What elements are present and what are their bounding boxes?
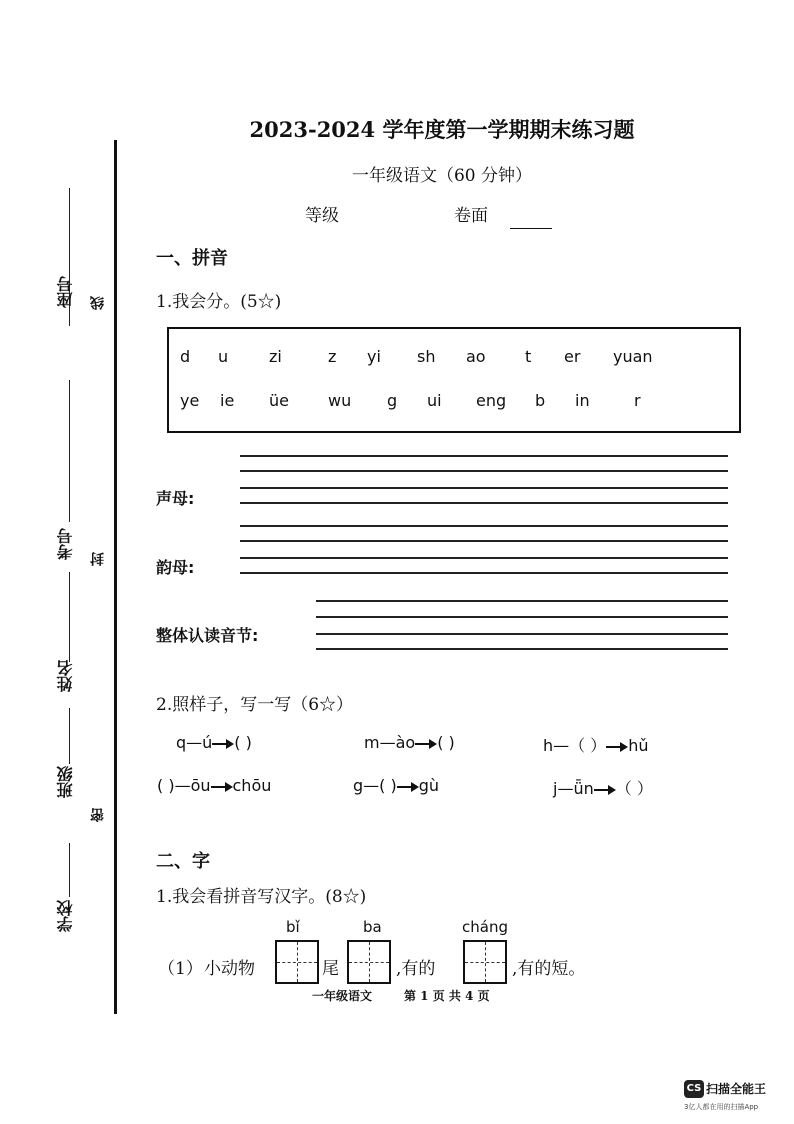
pinyin-item: eng	[476, 391, 507, 410]
pinyin-item: ao	[466, 347, 486, 366]
arrow-icon	[594, 785, 616, 795]
tianzige-box[interactable]	[275, 940, 319, 984]
example-right[interactable]: ( )	[234, 733, 252, 752]
finals-writing-line[interactable]	[240, 557, 728, 559]
arrow-icon	[397, 782, 419, 792]
arrow-icon	[212, 739, 234, 749]
page-title: 2023-2024 学年度第一学期期末练习题	[249, 117, 635, 142]
whole-syllable-writing-line[interactable]	[316, 616, 728, 618]
pinyin-item: r	[634, 391, 641, 410]
pinyin-item: üe	[269, 391, 289, 410]
example-right: gù	[418, 776, 440, 795]
example-left[interactable]: h—（ ）	[543, 736, 607, 755]
finals-writing-line[interactable]	[240, 540, 728, 542]
class-line	[69, 708, 70, 764]
seal-feng-mark: 封	[90, 552, 106, 566]
tianzige-box[interactable]	[347, 940, 391, 984]
s2-item-number: （1）	[158, 959, 203, 979]
name-label: 姓名	[56, 660, 75, 692]
seal-mi-mark: 密	[90, 808, 106, 822]
pinyin-hint: cháng	[462, 918, 508, 936]
example-right[interactable]: ( )	[437, 733, 455, 752]
example-item	[353, 776, 439, 795]
tianzige-box[interactable]	[463, 940, 507, 984]
example-right: chōu	[232, 776, 272, 795]
example-right: hǔ	[628, 736, 649, 755]
binding-line	[114, 140, 117, 1014]
pinyin-item: d	[180, 347, 191, 366]
whole-syllable-writing-line[interactable]	[316, 633, 728, 635]
s2-q1-prompt: 1.我会看拼音写汉字。(8☆)	[156, 887, 367, 907]
s2-text-seg: 小动物	[204, 959, 255, 979]
camscanner-logo-icon: CS	[684, 1080, 704, 1098]
q1-prompt: 1.我会分。(5☆)	[156, 292, 282, 312]
pinyin-hint: ba	[363, 918, 382, 936]
arrow-icon	[606, 742, 628, 752]
paper-score-blank[interactable]	[510, 228, 552, 229]
example-left[interactable]: g—( )	[353, 776, 397, 795]
seat-no-label: 座号	[56, 276, 75, 308]
example-left: j—ǖn	[553, 779, 594, 798]
finals-writing-line[interactable]	[240, 525, 728, 527]
pinyin-item: u	[218, 347, 229, 366]
arrow-icon	[211, 782, 233, 792]
pinyin-item: wu	[328, 391, 352, 410]
initials-writing-line[interactable]	[240, 502, 728, 504]
initials-label: 声母:	[156, 489, 195, 508]
grade-label: 等级	[305, 206, 339, 226]
finals-writing-line[interactable]	[240, 572, 728, 574]
initials-writing-line[interactable]	[240, 470, 728, 472]
section-pinyin-heading: 一、拼音	[156, 248, 228, 269]
exam-no-label: 考号	[56, 528, 75, 560]
pinyin-item: t	[525, 347, 532, 366]
pinyin-item: ui	[427, 391, 442, 410]
section-characters-heading: 二、字	[156, 851, 210, 872]
footer-page: 第 1 页 共 4 页	[404, 989, 490, 1003]
school-line	[69, 843, 70, 897]
q2-prompt: 2.照样子，写一写（6☆）	[156, 695, 354, 715]
arrow-icon	[415, 739, 437, 749]
page-subtitle: 一年级语文（60 分钟）	[351, 166, 533, 186]
pinyin-item: b	[535, 391, 546, 410]
pinyin-box	[167, 327, 741, 433]
exam-no-line	[69, 380, 70, 522]
pinyin-item: ie	[220, 391, 235, 410]
pinyin-item: yuan	[613, 347, 653, 366]
pinyin-item: ye	[180, 391, 200, 410]
s2-text-seg: ,有的短。	[512, 959, 586, 979]
finals-label: 韵母:	[156, 558, 195, 577]
s2-text-seg: 尾	[322, 959, 339, 979]
example-right[interactable]: （ ）	[615, 779, 653, 798]
example-item	[553, 776, 653, 799]
pinyin-item: in	[575, 391, 590, 410]
pinyin-item: zi	[269, 347, 282, 366]
footer-subject: 一年级语文	[312, 989, 373, 1003]
class-label: 班级	[56, 766, 75, 798]
example-item	[364, 733, 455, 752]
s2-text-seg: ,有的	[396, 959, 436, 979]
example-item	[543, 733, 649, 756]
example-item	[176, 733, 252, 752]
initials-writing-line[interactable]	[240, 487, 728, 489]
name-line	[69, 572, 70, 662]
scanner-watermark	[684, 1078, 767, 1111]
watermark-name: 扫描全能王	[706, 1082, 767, 1096]
whole-syllable-label: 整体认读音节:	[156, 626, 259, 645]
whole-syllable-writing-line[interactable]	[316, 648, 728, 650]
pinyin-item: z	[328, 347, 337, 366]
pinyin-item: g	[387, 391, 398, 410]
example-item	[157, 776, 271, 795]
pinyin-item: er	[564, 347, 581, 366]
school-label: 学校	[56, 900, 75, 932]
example-left: m—ào	[364, 733, 416, 752]
pinyin-item: sh	[417, 347, 436, 366]
paper-label: 卷面	[454, 206, 488, 226]
whole-syllable-writing-line[interactable]	[316, 600, 728, 602]
pinyin-item: yi	[367, 347, 381, 366]
pinyin-hint: bǐ	[286, 918, 300, 936]
seal-line-mark: 线	[90, 296, 106, 310]
initials-writing-line[interactable]	[240, 455, 728, 457]
example-left: q—ú	[176, 733, 213, 752]
watermark-tagline: 3亿人都在用的扫描App	[684, 1103, 759, 1111]
example-left[interactable]: ( )—ōu	[157, 776, 211, 795]
